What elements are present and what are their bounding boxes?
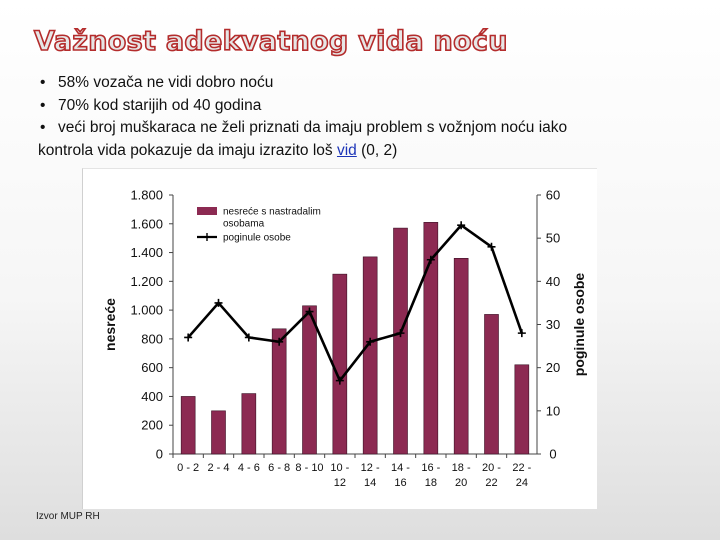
left-tick-label: 0 [155, 446, 163, 462]
left-tick-label: 1.200 [130, 273, 163, 289]
left-tick-label: 200 [141, 417, 163, 433]
left-tick-label: 1.800 [130, 187, 163, 203]
right-tick-label: 10 [545, 403, 561, 419]
x-tick-label: 6 - 8 [268, 462, 291, 474]
bar [212, 411, 226, 454]
slide-title: Važnost adekvatnog vida noću [34, 26, 508, 57]
x-tick-label: 12 - [360, 462, 380, 474]
x-tick-label: 4 - 6 [237, 462, 260, 474]
left-tick-label: 1.600 [130, 216, 163, 232]
x-tick-label-line2: 18 [424, 477, 437, 489]
continuation-text: kontrola vida pokazuje da imaju izrazito loš [38, 141, 333, 159]
left-tick-label: 1.400 [130, 245, 163, 261]
right-tick-label: 60 [545, 187, 561, 203]
legend-bar-label-line2: osobama [223, 218, 265, 230]
x-tick-label-line2: 12 [333, 477, 346, 489]
legend-bar-swatch [197, 207, 217, 215]
bar [515, 365, 529, 454]
bar [242, 394, 256, 454]
x-tick-label: 18 - [451, 462, 471, 474]
line-point [518, 329, 526, 337]
legend-line-marker [203, 233, 211, 241]
x-tick-label-line2: 24 [515, 477, 528, 489]
x-tick-label: 0 - 2 [177, 462, 200, 474]
left-axis-title: nesreće [102, 298, 118, 351]
bullet-text: 70% kod starijih od 40 godina [58, 96, 262, 114]
bar [454, 258, 468, 454]
bar [394, 228, 408, 454]
left-tick-label: 600 [141, 360, 163, 376]
left-tick-label: 1.000 [130, 302, 163, 318]
x-tick-label-line2: 22 [485, 477, 498, 489]
bullet-marker: • [40, 96, 46, 114]
bar [485, 314, 499, 454]
bullet-item [38, 95, 698, 118]
x-tick-label-line2: 14 [364, 477, 377, 489]
left-tick-label: 800 [141, 331, 163, 347]
vid-link[interactable]: vid [336, 141, 357, 159]
x-tick-label: 16 - [421, 462, 441, 474]
x-tick-label: 8 - 10 [295, 462, 324, 474]
line-series [188, 225, 522, 380]
right-tick-label: 30 [545, 317, 561, 332]
x-tick-label-line2: 20 [455, 477, 468, 489]
right-tick-label: 0 [549, 446, 557, 462]
right-tick-label: 50 [545, 230, 561, 246]
bullet-continuation [38, 140, 698, 163]
chart-panel [82, 168, 597, 509]
continuation-value: (0, 2) [361, 141, 398, 159]
bullet-item [38, 72, 698, 95]
bar [272, 329, 286, 454]
right-axis-title: poginule osobe [571, 272, 587, 377]
legend-bar-label-line1: nesreće s nastradalim [223, 206, 321, 218]
bar [363, 257, 377, 454]
bar [181, 396, 195, 454]
bullet-marker: • [40, 119, 46, 136]
source-note: Izvor MUP RH [36, 511, 100, 522]
bullet-list [38, 72, 698, 162]
left-tick-label: 400 [141, 388, 163, 404]
x-tick-label: 2 - 4 [207, 462, 230, 474]
bullet-text: veći broj muškaraca ne želi priznati da imaju problem s vožnjom noću iako [58, 119, 568, 136]
bar [303, 306, 317, 454]
legend-line-label: poginule osobe [223, 232, 291, 244]
x-tick-label: 14 - [391, 462, 410, 474]
bullet-marker: • [40, 74, 46, 91]
x-tick-label-line2: 16 [394, 477, 407, 489]
accident-chart [83, 169, 597, 509]
bullet-item [38, 117, 698, 140]
right-tick-label: 20 [545, 360, 561, 376]
x-tick-label: 22 - [512, 462, 532, 474]
right-tick-label: 40 [545, 273, 561, 289]
bar [333, 274, 347, 454]
x-tick-label: 20 - [482, 462, 501, 474]
x-tick-label: 10 - [330, 462, 350, 474]
bullet-text: 58% vozača ne vidi dobro noću [58, 74, 274, 91]
